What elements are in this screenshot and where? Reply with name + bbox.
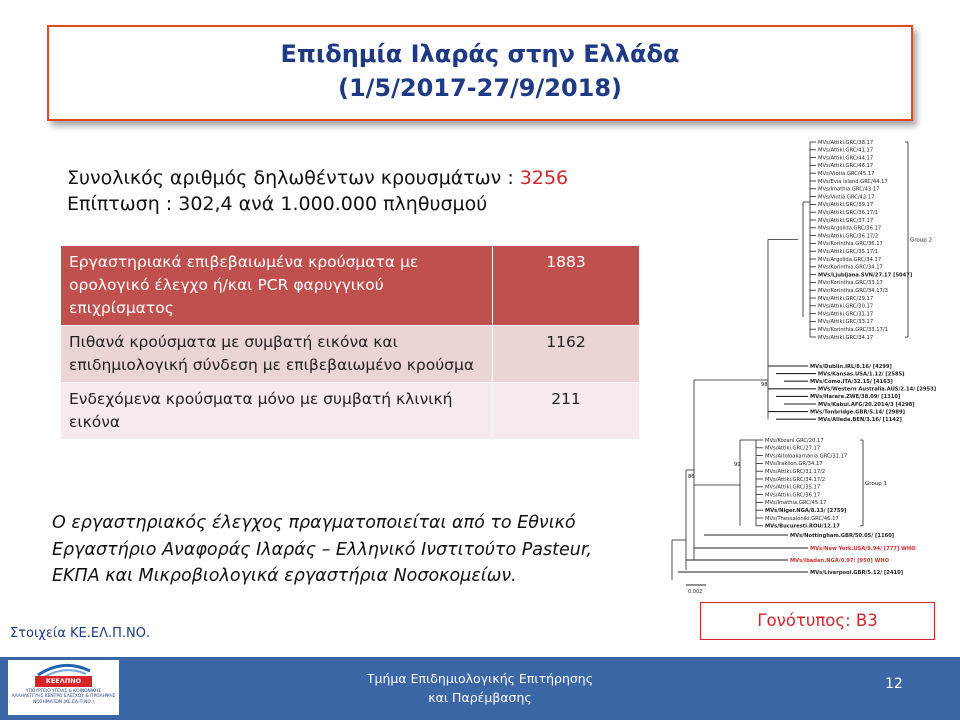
- tree-leaf-label: MVs/Imathia.GRC/45.17: [765, 500, 827, 507]
- tree-reference-label: MVs/Como.ITA/32.15/ [4163]: [810, 379, 893, 385]
- lab-note: [52, 510, 592, 590]
- tree-leaf-label: MVs/Attiki.GRC/36.17/2: [818, 233, 879, 240]
- tree-leaf-label: MVs/Attiki.GRC/34.17: [818, 334, 874, 341]
- page-number: 12: [885, 676, 903, 692]
- tree-leaf-label: MVs/Viotia.GRC/45.17: [818, 171, 875, 177]
- tree-leaf-label: MVs/Attiki.GRC/31.17/2: [765, 469, 826, 475]
- tree-leaf-label: MVs/Attiki.GRC/36.17: [765, 492, 821, 499]
- tree-leaf-label: MVs/Korinthia.GRC/33.17/1: [818, 327, 888, 333]
- footer-bar: [0, 657, 960, 720]
- table-cell-value: 1162: [493, 326, 640, 383]
- tree-leaf-label: MVs/Attiki.GRC/29.17: [818, 295, 874, 302]
- case-stats: [67, 165, 568, 217]
- tree-reference-label: MVs/Western Australia.AUS/2.14/ [2953]: [818, 386, 937, 393]
- table-cell-label: Εργαστηριακά επιβεβαιωμένα κρούσματα με ορολογικό έλεγχο ή/και PCR φαρυγγικού επιχρίσματος: [61, 246, 493, 326]
- tree-leaf-label: MVs/Attiki.GRC/37.17: [818, 217, 874, 224]
- group2-label: Group 2: [910, 237, 932, 244]
- tree-leaf-label: MVs/Argolida.GRC/34.17: [818, 256, 882, 263]
- group1-label: Group 1: [865, 480, 887, 487]
- tree-outgroup-label: MVs/Ibadan.NGA/0.97/ [950] WHO: [790, 557, 890, 564]
- tree-leaf-label: MVs/Attiki.GRC/38.17: [818, 139, 874, 146]
- lab-note-line: Ο εργαστηριακός έλεγχος πραγματοποιείται από το Εθνικό: [52, 513, 576, 533]
- slide-title: Επιδημία Ιλαράς στην Ελλάδα: [280, 40, 680, 68]
- tree-reference-label: MVs/Alleda.BEN/3.16/ [1142]: [818, 417, 902, 423]
- tree-leaf-label: MVs/Attiki.GRC/30.17: [818, 303, 874, 310]
- slide-date-range: (1/5/2017-27/9/2018): [337, 74, 623, 102]
- tree-leaf-label: MVs/Ljubljana.SVN/27.17 [5047]: [818, 272, 913, 279]
- tree-leaf-label: MVs/Attiki.GRC/41.17: [818, 147, 874, 154]
- tree-leaf-label: MVs/Imathia.GRC/43.17: [818, 186, 880, 193]
- tree-leaf-label: MVs/Korinthia.GRC/33.17: [818, 280, 883, 287]
- table-cell-value: 1883: [493, 246, 640, 326]
- tree-leaf-label: MVs/Korinthia.GRC/36.17: [818, 241, 883, 248]
- genotype-box: Γονότυπος: B3: [700, 602, 935, 640]
- tree-leaf-label: MVs/Iraklion.GR/34.17: [765, 461, 823, 468]
- title-box: [47, 25, 913, 121]
- tree-reference-label: MVs/Harare.ZWE/38.09/ [1310]: [810, 394, 901, 401]
- tree-leaf-label: MVs/Korinthia.GRC/34.17: [818, 264, 883, 271]
- tree-leaf-label: MVs/Niger.NGA/8.13/ [2759]: [765, 508, 847, 514]
- bootstrap-label: 86: [688, 474, 695, 480]
- cases-table: [60, 245, 640, 440]
- tree-outgroup-label: MVs/Nottingham.GBR/50.05/ [1160]: [790, 532, 895, 539]
- tree-leaf-label: MVs/Viotia.GRC/42.17: [818, 194, 875, 201]
- tree-leaf-label: MVs/Attiki.GRC/35.17: [765, 484, 821, 491]
- tree-outgroup-label: MVs/New York.USA/9.94/ [777] WHO: [810, 545, 916, 552]
- table-cell-value: 211: [493, 383, 640, 440]
- tree-leaf-label: MVs/Attiki.GRC/33.17: [818, 319, 874, 326]
- tree-leaf-label: MVs/Argolida.GRC/36.17: [818, 225, 882, 232]
- lab-note-line: ΕΚΠΑ και Μικροβιολογικά εργαστήρια Νοσοκομείων.: [52, 566, 517, 586]
- data-source: Στοιχεία ΚΕ.ΕΛ.Π.ΝΟ.: [10, 626, 151, 641]
- tree-leaf-label: MVs/Attiki.GRC/35.17/1: [818, 249, 879, 255]
- total-cases-label: Συνολικός αριθμός δηλωθέντων κρουσμάτων :: [67, 167, 520, 189]
- table-cell-label: Πιθανά κρούσματα με συμβατή εικόνα και επιδημιολογική σύνδεση με επιβεβαιωμένο κρούσμα: [61, 326, 493, 383]
- tree-leaf-label: MVs/Aitoloakarnania.GRC/31.17: [765, 453, 848, 460]
- tree-leaf-label: MVs/Kozani.GRC/20.17: [765, 437, 824, 444]
- tree-reference-label: MVs/Tonbridge.GBR/5.14/ [2989]: [810, 409, 906, 416]
- bootstrap-label: 98: [761, 382, 768, 388]
- tree-leaf-label: MVs/Attiki.GRC/34.17/2: [765, 476, 826, 483]
- keelpno-logo: [8, 660, 119, 715]
- tree-leaf-label: MVs/Attiki.GRC/46.17: [818, 163, 874, 170]
- logo-caption: ΥΠΟΥΡΓΕΙΟ ΥΓΕΙΑΣ & ΚΟΙΝΩΝΙΚΗΣ ΑΛΛΗΛΕΓΓΥΗΣ ΚΕΝΤΡΟ ΕΛΕΓΧΟΥ & ΠΡΟΛΗΨΗΣ ΝΟΣΗΜΑΤΩΝ (ΚΕ.ΕΛ.Π.ΝΟ.): [11, 689, 116, 705]
- scale-bar-label: 0.002: [688, 589, 703, 595]
- tree-reference-label: MVs/Kansas.USA/1.12/ [2585]: [818, 371, 905, 378]
- table-row: [61, 383, 640, 440]
- bootstrap-label: 99: [734, 462, 741, 468]
- tree-leaf-label: MVs/Korinthia.GRC/34.17/3: [818, 288, 888, 294]
- tree-reference-label: MVs/Dublin.IRL/8.16/ [4299]: [810, 363, 892, 370]
- tree-leaf-label: MVs/Thessaloniki.GRC/46.17: [765, 515, 839, 522]
- table-row: [61, 326, 640, 383]
- tree-outgroup-label: MVs/Liverpool.GBR/5.12/ [2410]: [810, 569, 904, 576]
- logo-name: ΚΕΕΛΠΝΟ: [35, 676, 92, 687]
- table-row: [61, 246, 640, 326]
- footer-line: Τμήμα Επιδημιολογικής Επιτήρησης: [366, 671, 594, 686]
- incidence-line: Επίπτωση : 302,4 ανά 1.000.000 πληθυσμού: [67, 193, 488, 215]
- total-cases-line: [67, 165, 568, 191]
- tree-leaf-label: MVs/Attiki.GRC/27.17: [765, 445, 821, 452]
- tree-reference-label: MVs/Kabul.AFG/20.2014/3 [4298]: [818, 401, 915, 408]
- total-cases-value: 3256: [519, 167, 569, 189]
- tree-leaf-label: MVs/Attiki.GRC/44.17: [818, 155, 874, 162]
- tree-leaf-label: MVs/Bucuresti.ROU/12.17: [765, 523, 840, 530]
- footer-line: και Παρέμβασης: [428, 690, 532, 705]
- table-cell-label: Ενδεχόμενα κρούσματα μόνο με συμβατή κλινική εικόνα: [61, 383, 493, 440]
- phylogenetic-tree: [658, 130, 958, 600]
- footer-department: [330, 669, 630, 707]
- tree-leaf-label: MVs/Attiki.GRC/36.17/1: [818, 210, 879, 216]
- lab-note-line: Εργαστήριο Αναφοράς Ιλαράς – Ελληνικό Ινστιτούτο Pasteur,: [52, 539, 592, 560]
- tree-leaf-label: MVs/Evia Island.GRC/44.17: [818, 178, 888, 185]
- tree-leaf-label: MVs/Attiki.GRC/39.17: [818, 202, 874, 209]
- tree-leaf-label: MVs/Attiki.GRC/31.17: [818, 311, 874, 318]
